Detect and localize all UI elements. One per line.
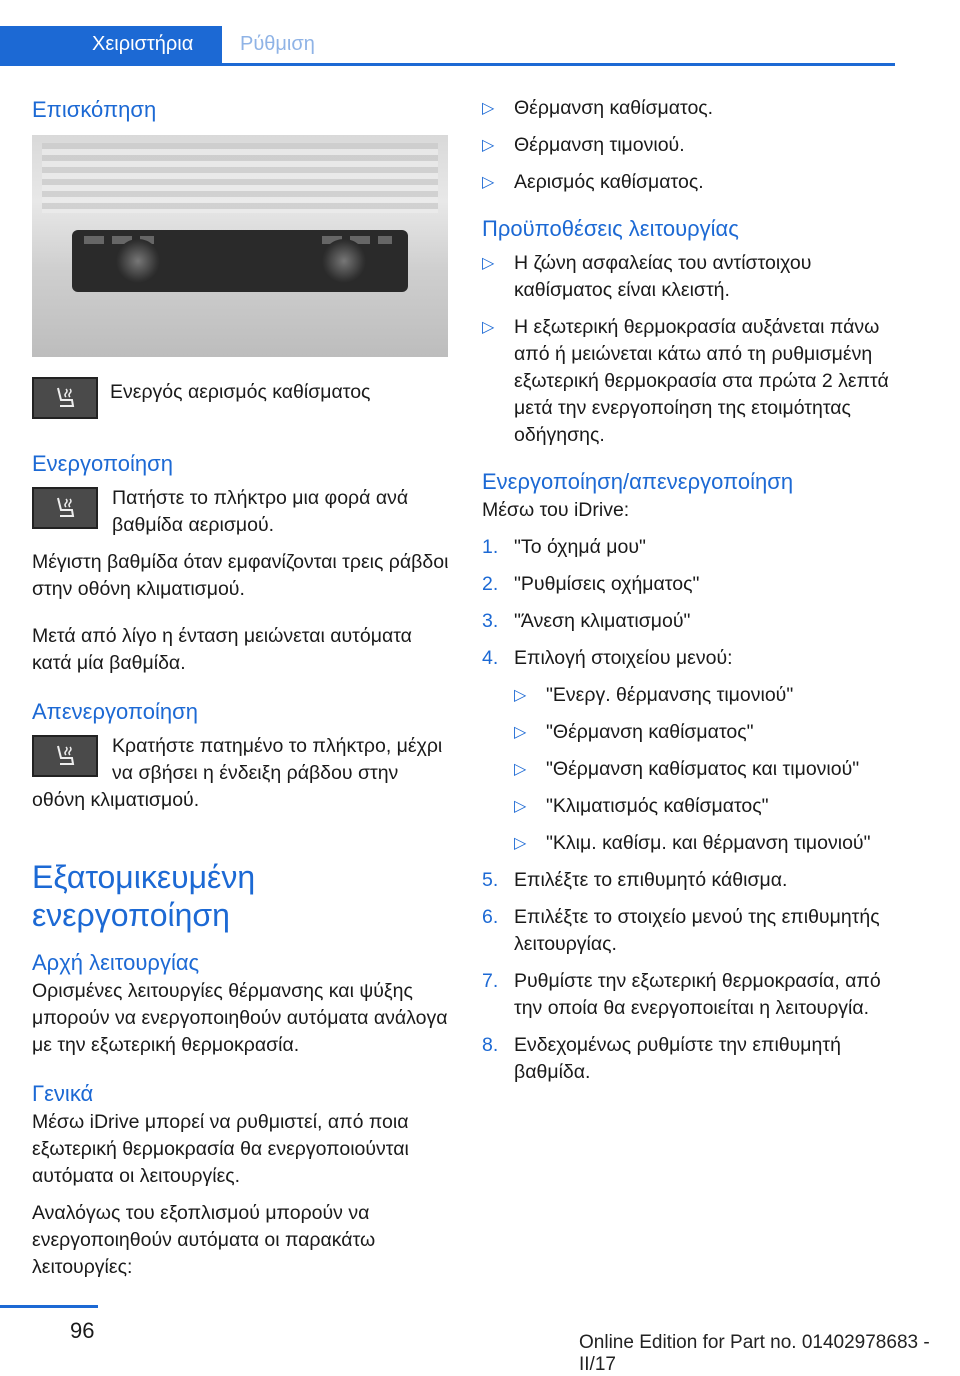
menu-options-list [514,682,902,857]
seat-ventilation-icon [32,735,98,777]
list-item: ▷ "Θέρμανση καθίσματος" [514,719,902,746]
seat-ventilation-icon [32,377,98,419]
reduce-text: Μετά από λίγο η ένταση μειώνεται αυτόματα κατά μία βαθμίδα. [32,625,412,674]
climate-panel-photo [32,135,448,357]
right-column [482,95,902,1096]
deactivation-heading: Απενεργοποίηση [32,699,198,724]
list-item: ▷ Θέρμανση καθίσματος. [482,95,902,122]
header-tabs [0,26,895,66]
overview-heading: Επισκόπηση [32,97,157,122]
bullet-icon: ▷ [514,835,527,852]
list-item: ▷ Αερισμός καθίσματος. [482,169,902,196]
list-item: ▷ "Θέρμανση καθίσματος και τιμονιού" [514,756,902,783]
bullet-icon: ▷ [482,100,495,117]
general-heading: Γενικά [32,1081,94,1106]
list-item: 6. Επιλέξτε το στοιχείο μενού της επιθυμητής λειτουργίας. [482,906,880,955]
deactivation-text: Κρατήστε πατημένο το πλήκτρο, μέχρι να σβήσει η ένδειξη ράβδου στην οθόνη κλιματισμού. [32,735,443,811]
bullet-icon: ▷ [482,137,495,154]
general-text-2: Αναλόγως του εξοπλισμού μπορούν να ενεργοποιηθούν αυτόματα οι παρακάτω λειτουργίες: [32,1202,376,1278]
activation-text: Πατήστε το πλήκτρο μια φορά ανά βαθμίδα αερισμού. [112,487,409,536]
section-title: Εξατομικευμένη ενεργοποίηση [32,859,256,933]
list-item: ▷ "Κλιμ. καθίσμ. και θέρμανση τιμονιού" [514,830,902,857]
general-text-1: Μέσω iDrive μπορεί να ρυθμιστεί, από ποια εξωτερική θερμοκρασία θα ενεργοποιούνται αυτόματα οι λειτουργίες. [32,1111,409,1187]
list-item: ▷ Η εξωτερική θερμοκρασία αυξάνεται πάνω από ή μειώνεται κάτω από τη ρυθμισμένη εξωτερική θερμοκρασία στα πρώτα 2 λεπτά μετά την ενεργοποίηση της ετοιμότητας οδήγησης. [482,316,889,446]
onoff-heading: Ενεργοποίηση/απενεργοποίηση [482,469,794,494]
list-item: ▷ "Κλιματισμός καθίσματος" [514,793,902,820]
tab-controls[interactable]: Χειριστήρια [0,26,222,63]
bullet-icon: ▷ [514,687,527,704]
list-item: 8. Ενδεχομένως ρυθμίστε την επιθυμητή βαθμίδα. [482,1034,841,1083]
footer-rule [0,1305,98,1308]
list-item: ▷ Η ζώνη ασφαλείας του αντίστοιχου καθίσματος είναι κλειστή. [482,252,812,301]
seat-ventilation-icon [32,487,98,529]
page-number: 96 [70,1318,95,1343]
icon-caption: Ενεργός αερισμός καθίσματος [110,381,371,403]
list-item: ▷ "Ενεργ. θέρμανσης τιμονιού" [514,682,902,709]
edition-text: Online Edition for Part no. 01402978683 - II/17 [579,1332,930,1375]
list-item: ▷ Θέρμανση τιμονιού. [482,132,902,159]
bullet-icon: ▷ [482,174,495,191]
tab-settings[interactable]: Ρύθμιση [240,33,315,55]
list-item: 2. "Ρυθμίσεις οχήματος" [482,573,700,595]
list-item: 5. Επιλέξτε το επιθυμητό κάθισμα. [482,869,788,891]
list-item: 4. Επιλογή στοιχείου μενού: ▷ "Ενεργ. θέρμανσης τιμονιού" ▷ "Θέρμανση καθίσματος" ▷ "Θέρμανση καθίσματος και τιμονιού" ▷ "Κλιματισμός καθίσματος" ▷ "Κλιμ. καθίσμ. και θέρμανση τιμονιού" [482,645,902,857]
prereq-list [482,250,902,449]
activation-heading: Ενεργοποίηση [32,451,173,476]
bullet-icon: ▷ [514,798,527,815]
principle-text: Ορισμένες λειτουργίες θέρμανσης και ψύξης μπορούν να ενεργοποιηθούν αυτόματα ανάλογα με την εξωτερική θερμοκρασία. [32,980,448,1056]
list-item: 3. "Άνεση κλιματισμού" [482,610,691,632]
via-idrive-text: Μέσω του iDrive: [482,499,630,521]
list-item: 7. Ρυθμίστε την εξωτερική θερμοκρασία, από την οποία θα ενεργοποιείται η λειτουργία. [482,970,881,1019]
bullet-icon: ▷ [482,319,495,336]
icon-caption-row [32,375,450,419]
bullet-icon: ▷ [482,255,495,272]
max-level-text: Μέγιστη βαθμίδα όταν εμφανίζονται τρεις ράβδοι στην οθόνη κλιματισμού. [32,551,449,600]
list-item: 1. "Το όχημά μου" [482,536,646,558]
prereq-heading: Προϋποθέσεις λειτουργίας [482,216,739,241]
function-list [482,95,902,196]
bullet-icon: ▷ [514,724,527,741]
left-column [32,95,450,1281]
steps-list [482,534,902,1086]
bullet-icon: ▷ [514,761,527,778]
principle-heading: Αρχή λειτουργίας [32,950,200,975]
